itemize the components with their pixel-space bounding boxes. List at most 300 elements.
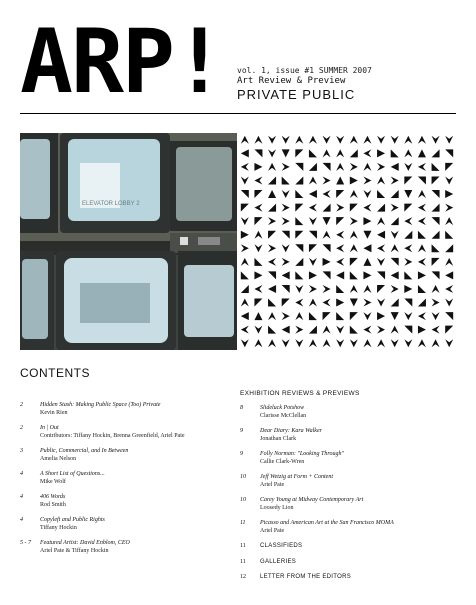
arrow-glyph: [309, 271, 317, 279]
arrow-glyph: [391, 271, 399, 279]
arrow-glyph: [336, 299, 344, 307]
toc-entry-body: [40, 471, 235, 486]
contents-heading: CONTENTS: [20, 366, 90, 380]
arrow-glyph: [336, 271, 344, 279]
arrow-glyph: [363, 258, 371, 266]
arrow-glyph: [282, 285, 290, 293]
toc-entry: [20, 425, 235, 440]
arrow-glyph: [309, 163, 317, 171]
toc-article-title: Public, Commercial, and In Between: [40, 448, 129, 454]
arrow-glyph: [391, 176, 399, 184]
arrow-glyph: [282, 339, 290, 347]
toc-entry-body: [260, 497, 460, 512]
arrow-glyph: [432, 163, 440, 171]
toc-page-number: 3: [20, 448, 23, 454]
arrow-glyph: [404, 176, 412, 184]
arrow-glyph: [432, 244, 440, 252]
arrow-glyph: [418, 285, 426, 293]
arrow-glyph: [282, 312, 290, 320]
arrow-glyph: [432, 271, 440, 279]
arrow-glyph: [350, 217, 358, 225]
arrow-glyph: [254, 231, 262, 239]
arrow-glyph: [404, 299, 412, 307]
arrow-glyph: [350, 163, 358, 171]
arrow-glyph: [295, 285, 303, 293]
arrow-glyph: [445, 326, 453, 334]
arrow-glyph: [336, 244, 344, 252]
cover-pattern-arrows: [238, 133, 456, 350]
toc-article-title: Jeff Wetzig at Form + Content: [260, 474, 333, 480]
arrow-glyph: [268, 339, 276, 347]
arrow-glyph: [309, 217, 317, 225]
arrow-glyph: [432, 299, 440, 307]
arrow-glyph: [254, 176, 262, 184]
contents-right-column: [240, 390, 460, 590]
arrow-glyph: [391, 163, 399, 171]
toc-entry: [20, 448, 235, 463]
arrow-glyph: [295, 176, 303, 184]
toc-entry: [20, 494, 235, 509]
toc-page-number: 11: [240, 520, 246, 526]
arrow-glyph: [282, 271, 290, 279]
arrow-glyph: [254, 271, 262, 279]
toc-article-title: Featured Artist: David Enblom, CEO: [40, 540, 130, 546]
arrow-glyph: [418, 244, 426, 252]
arrow-glyph: [445, 217, 453, 225]
arrow-glyph: [336, 217, 344, 225]
arrow-glyph: [241, 339, 249, 347]
arrow-glyph: [254, 217, 262, 225]
arrow-glyph: [336, 285, 344, 293]
arrow-glyph: [254, 190, 262, 198]
arrow-glyph: [445, 231, 453, 239]
arrow-glyph: [404, 244, 412, 252]
arrow-glyph: [350, 204, 358, 212]
arrow-glyph: [418, 231, 426, 239]
arrow-glyph: [268, 149, 276, 157]
arrow-glyph: [377, 244, 385, 252]
arrow-glyph: [350, 299, 358, 307]
arrow-glyph: [282, 176, 290, 184]
arrow-glyph: [418, 176, 426, 184]
toc-article-title: 406 Words: [40, 494, 66, 500]
arrow-glyph: [268, 190, 276, 198]
arrow-glyph: [336, 149, 344, 157]
arrow-glyph: [404, 217, 412, 225]
arrow-glyph: [241, 285, 249, 293]
arrow-glyph: [363, 136, 371, 144]
arrow-glyph: [432, 136, 440, 144]
arrow-glyph: [391, 231, 399, 239]
arrow-glyph: [241, 299, 249, 307]
arrow-glyph: [391, 285, 399, 293]
arrow-glyph: [432, 204, 440, 212]
arrow-glyph: [323, 163, 331, 171]
arrow-glyph: [377, 217, 385, 225]
arrow-glyph: [404, 326, 412, 334]
arrow-glyph: [241, 163, 249, 171]
arrow-glyph: [254, 326, 262, 334]
toc-byline: Jonathan Clark: [260, 435, 297, 442]
arrow-glyph: [377, 339, 385, 347]
arrow-glyph: [363, 204, 371, 212]
arrow-glyph: [254, 339, 262, 347]
toc-page-number: 2: [20, 425, 23, 431]
toc-entry: [240, 405, 460, 420]
toc-entry: [240, 497, 460, 512]
arrow-glyph: [268, 163, 276, 171]
toc-page-number: 5 - 7: [20, 540, 31, 546]
arrow-glyph: [350, 285, 358, 293]
toc-entry-body: [260, 405, 460, 420]
arrow-glyph: [336, 312, 344, 320]
arrow-glyph: [309, 190, 317, 198]
arrow-glyph: [418, 149, 426, 157]
arrow-glyph: [323, 217, 331, 225]
arrow-glyph: [445, 271, 453, 279]
arrow-glyph: [336, 190, 344, 198]
arrow-glyph: [309, 339, 317, 347]
toc-byline: Clarisse McClellan: [260, 412, 307, 419]
arrow-glyph: [295, 312, 303, 320]
arrow-glyph: [363, 244, 371, 252]
toc-entry-body: [260, 428, 460, 443]
arrow-glyph: [350, 326, 358, 334]
arrow-glyph: [377, 163, 385, 171]
arrow-glyph: [336, 258, 344, 266]
toc-page-number: 9: [240, 428, 243, 434]
arrow-glyph: [241, 231, 249, 239]
arrow-glyph: [350, 258, 358, 266]
arrow-glyph: [377, 204, 385, 212]
toc-entry: [20, 402, 235, 417]
arrow-glyph: [350, 136, 358, 144]
arrow-glyph: [377, 326, 385, 334]
arrow-glyph: [268, 326, 276, 334]
arrow-glyph: [432, 176, 440, 184]
arrow-glyph: [295, 190, 303, 198]
arrow-glyph: [323, 176, 331, 184]
arrow-glyph: [445, 190, 453, 198]
toc-section-label: LETTER FROM THE EDITORS: [260, 574, 352, 580]
arrow-glyph: [309, 136, 317, 144]
arrow-glyph: [254, 285, 262, 293]
arrow-glyph: [363, 326, 371, 334]
toc-entry-body: [260, 451, 460, 466]
arrow-glyph: [432, 217, 440, 225]
issue-block: [237, 66, 457, 102]
arrow-glyph: [377, 136, 385, 144]
toc-page-number: 11: [240, 558, 246, 565]
arrow-glyph: [241, 258, 249, 266]
toc-byline: Callie Clark-Wren: [260, 458, 305, 465]
toc-entry: [20, 517, 235, 532]
arrow-glyph: [323, 271, 331, 279]
arrow-glyph: [282, 299, 290, 307]
arrow-glyph: [391, 299, 399, 307]
arrow-glyph: [323, 204, 331, 212]
toc-entry: [240, 451, 460, 466]
arrow-glyph: [336, 231, 344, 239]
exhibition-reviews-heading: EXHIBITION REVIEWS & PREVIEWS: [240, 390, 360, 397]
arrow-glyph: [295, 299, 303, 307]
arrow-glyph: [254, 136, 262, 144]
arrow-glyph: [350, 312, 358, 320]
arrow-glyph: [295, 136, 303, 144]
arrow-glyph: [268, 204, 276, 212]
toc-article-title: Hidden Stash: Making Public Space (Too) Private: [40, 402, 161, 408]
arrow-glyph: [241, 312, 249, 320]
toc-article-title: A Short List of Questions...: [40, 471, 105, 477]
toc-page-number: 12: [240, 574, 246, 580]
toc-article-title: Carey Young at Midway Contemporary Art: [260, 497, 364, 503]
arrow-glyph: [377, 299, 385, 307]
arrow-glyph: [404, 163, 412, 171]
toc-byline: Mike Wolf: [40, 478, 66, 485]
arrow-glyph: [282, 231, 290, 239]
issue-subtitle: PRIVATE PUBLIC: [237, 87, 356, 102]
toc-page-number: 9: [240, 451, 243, 457]
toc-section-entry: [240, 559, 460, 567]
arrow-glyph: [268, 176, 276, 184]
arrow-glyph: [377, 176, 385, 184]
arrow-glyph: [350, 149, 358, 157]
arrow-glyph: [391, 258, 399, 266]
arrow-glyph: [323, 285, 331, 293]
toc-byline: Ariel Pate: [260, 527, 285, 534]
arrow-glyph: [323, 326, 331, 334]
masthead-rule: [20, 113, 456, 114]
toc-entry-body: [40, 402, 235, 417]
arrow-glyph: [445, 312, 453, 320]
toc-article-title: Dear Diary: Kara Walker: [260, 428, 322, 434]
arrow-glyph: [323, 190, 331, 198]
arrow-glyph: [309, 312, 317, 320]
toc-page-number: 11: [240, 543, 246, 549]
arrow-glyph: [282, 163, 290, 171]
arrow-pattern-grid: [238, 133, 456, 350]
toc-page-number: 4: [20, 517, 23, 523]
arrow-glyph: [445, 244, 453, 252]
arrow-glyph: [336, 339, 344, 347]
arrow-glyph: [309, 231, 317, 239]
arrow-glyph: [418, 190, 426, 198]
arrow-glyph: [282, 258, 290, 266]
toc-byline: Contributors: Tiffany Hockin, Brenna Greenfield, Ariel Pate: [40, 432, 185, 439]
cover-photo-monitors: [20, 133, 237, 350]
arrow-glyph: [432, 339, 440, 347]
toc-byline: Ariel Pate: [260, 481, 285, 488]
arrow-glyph: [268, 285, 276, 293]
arrow-glyph: [363, 271, 371, 279]
arrow-glyph: [241, 271, 249, 279]
arrow-glyph: [418, 299, 426, 307]
arrow-glyph: [363, 149, 371, 157]
arrow-glyph: [363, 285, 371, 293]
arrow-glyph: [404, 136, 412, 144]
arrow-glyph: [404, 149, 412, 157]
arrow-glyph: [377, 271, 385, 279]
toc-section-label: CLASSIFIEDS: [260, 543, 303, 549]
arrow-glyph: [241, 244, 249, 252]
arrow-glyph: [445, 136, 453, 144]
toc-entry: [240, 520, 460, 535]
arrow-glyph: [309, 326, 317, 334]
toc-article-title: Slideluck Potshow: [260, 405, 305, 411]
arrow-glyph: [391, 217, 399, 225]
arrow-glyph: [418, 136, 426, 144]
toc-entry-body: [40, 425, 235, 440]
toc-byline: Kevin Rien: [40, 409, 68, 416]
arrow-glyph: [445, 299, 453, 307]
arrow-glyph: [432, 258, 440, 266]
arrow-glyph: [268, 258, 276, 266]
toc-entry-body: [40, 540, 235, 555]
arrow-glyph: [254, 312, 262, 320]
arrow-glyph: [336, 326, 344, 334]
toc-entry-body: [260, 520, 460, 535]
toc-page-number: 4: [20, 471, 23, 477]
arrow-glyph: [295, 258, 303, 266]
arrow-glyph: [336, 204, 344, 212]
arrow-glyph: [295, 163, 303, 171]
arrow-glyph: [404, 285, 412, 293]
arrow-glyph: [295, 326, 303, 334]
arrow-glyph: [404, 204, 412, 212]
toc-section-entry: [240, 574, 460, 582]
arrow-glyph: [363, 163, 371, 171]
masthead-logo: ARP!: [20, 10, 224, 113]
arrow-glyph: [350, 339, 358, 347]
arrow-glyph: [268, 244, 276, 252]
monitor-screen-label: ELEVATOR LOBBY 2: [82, 201, 140, 207]
toc-page-number: 8: [240, 405, 243, 411]
arrow-glyph: [404, 312, 412, 320]
arrow-glyph: [377, 190, 385, 198]
arrow-glyph: [445, 176, 453, 184]
arrow-glyph: [323, 136, 331, 144]
arrow-glyph: [309, 244, 317, 252]
toc-entry: [20, 471, 235, 486]
arrow-glyph: [432, 149, 440, 157]
toc-section-label: GALLERIES: [260, 558, 297, 565]
arrow-glyph: [254, 163, 262, 171]
arrow-glyph: [241, 190, 249, 198]
arrow-glyph: [404, 231, 412, 239]
arrow-glyph: [309, 258, 317, 266]
toc-page-number: 10: [240, 474, 246, 480]
arrow-glyph: [391, 136, 399, 144]
arrow-glyph: [377, 285, 385, 293]
arrow-glyph: [445, 149, 453, 157]
toc-entry: [20, 540, 235, 555]
arrow-glyph: [363, 339, 371, 347]
arrow-glyph: [268, 217, 276, 225]
arrow-glyph: [336, 136, 344, 144]
arrow-glyph: [268, 231, 276, 239]
arrow-glyph: [268, 271, 276, 279]
arrow-glyph: [254, 244, 262, 252]
arrow-glyph: [350, 176, 358, 184]
toc-entry: [240, 474, 460, 489]
arrow-glyph: [432, 190, 440, 198]
arrow-glyph: [309, 299, 317, 307]
arrow-glyph: [323, 258, 331, 266]
arrow-glyph: [377, 312, 385, 320]
arrow-glyph: [363, 312, 371, 320]
arrow-glyph: [309, 149, 317, 157]
toc-byline: Ariel Pate & Tiffany Hockin: [40, 547, 109, 554]
arrow-glyph: [404, 190, 412, 198]
arrow-glyph: [350, 190, 358, 198]
toc-entry-body: [40, 494, 235, 509]
arrow-glyph: [309, 176, 317, 184]
arrow-glyph: [295, 244, 303, 252]
arrow-glyph: [391, 326, 399, 334]
toc-section-entry: [240, 543, 460, 551]
arrow-glyph: [323, 244, 331, 252]
toc-entry-body: [260, 474, 460, 489]
arrow-glyph: [377, 149, 385, 157]
arrow-glyph: [432, 231, 440, 239]
arrow-glyph: [295, 339, 303, 347]
toc-page-number: 2: [20, 402, 23, 408]
arrow-glyph: [241, 149, 249, 157]
toc-page-number: 10: [240, 497, 246, 503]
arrow-glyph: [391, 190, 399, 198]
arrow-glyph: [323, 312, 331, 320]
toc-byline: Amelia Nelson: [40, 455, 77, 462]
arrow-glyph: [404, 258, 412, 266]
issue-line: vol. 1, issue #1 SUMMER 2007: [237, 66, 372, 75]
arrow-glyph: [282, 326, 290, 334]
arrow-glyph: [309, 204, 317, 212]
arrow-glyph: [282, 136, 290, 144]
arrow-glyph: [418, 339, 426, 347]
arrow-glyph: [418, 258, 426, 266]
arrow-glyph: [445, 339, 453, 347]
arrow-glyph: [377, 258, 385, 266]
arrow-glyph: [445, 204, 453, 212]
arrow-glyph: [323, 149, 331, 157]
arrow-glyph: [282, 244, 290, 252]
toc-article-title: Copyleft and Public Rights: [40, 517, 105, 523]
toc-article-title: In | Out: [40, 425, 59, 431]
arrow-glyph: [432, 312, 440, 320]
toc-article-title: Picasso and American Art at the San Francisco MOMA: [260, 520, 394, 526]
arrow-glyph: [268, 136, 276, 144]
arrow-glyph: [418, 217, 426, 225]
arrow-glyph: [363, 299, 371, 307]
arrow-glyph: [391, 149, 399, 157]
arrow-glyph: [268, 299, 276, 307]
arrow-glyph: [295, 271, 303, 279]
arrow-glyph: [295, 217, 303, 225]
arrow-glyph: [404, 339, 412, 347]
tagline: Art Review & Preview: [237, 76, 346, 86]
arrow-glyph: [363, 176, 371, 184]
arrow-glyph: [445, 285, 453, 293]
arrow-glyph: [254, 299, 262, 307]
toc-entry-body: [40, 448, 235, 463]
arrow-glyph: [418, 163, 426, 171]
arrow-glyph: [309, 285, 317, 293]
toc-byline: Loosedy Lion: [260, 504, 294, 511]
arrow-glyph: [445, 163, 453, 171]
arrow-glyph: [282, 204, 290, 212]
toc-article-title: Folly Norman: "Looking Through": [260, 451, 344, 457]
arrow-glyph: [391, 312, 399, 320]
